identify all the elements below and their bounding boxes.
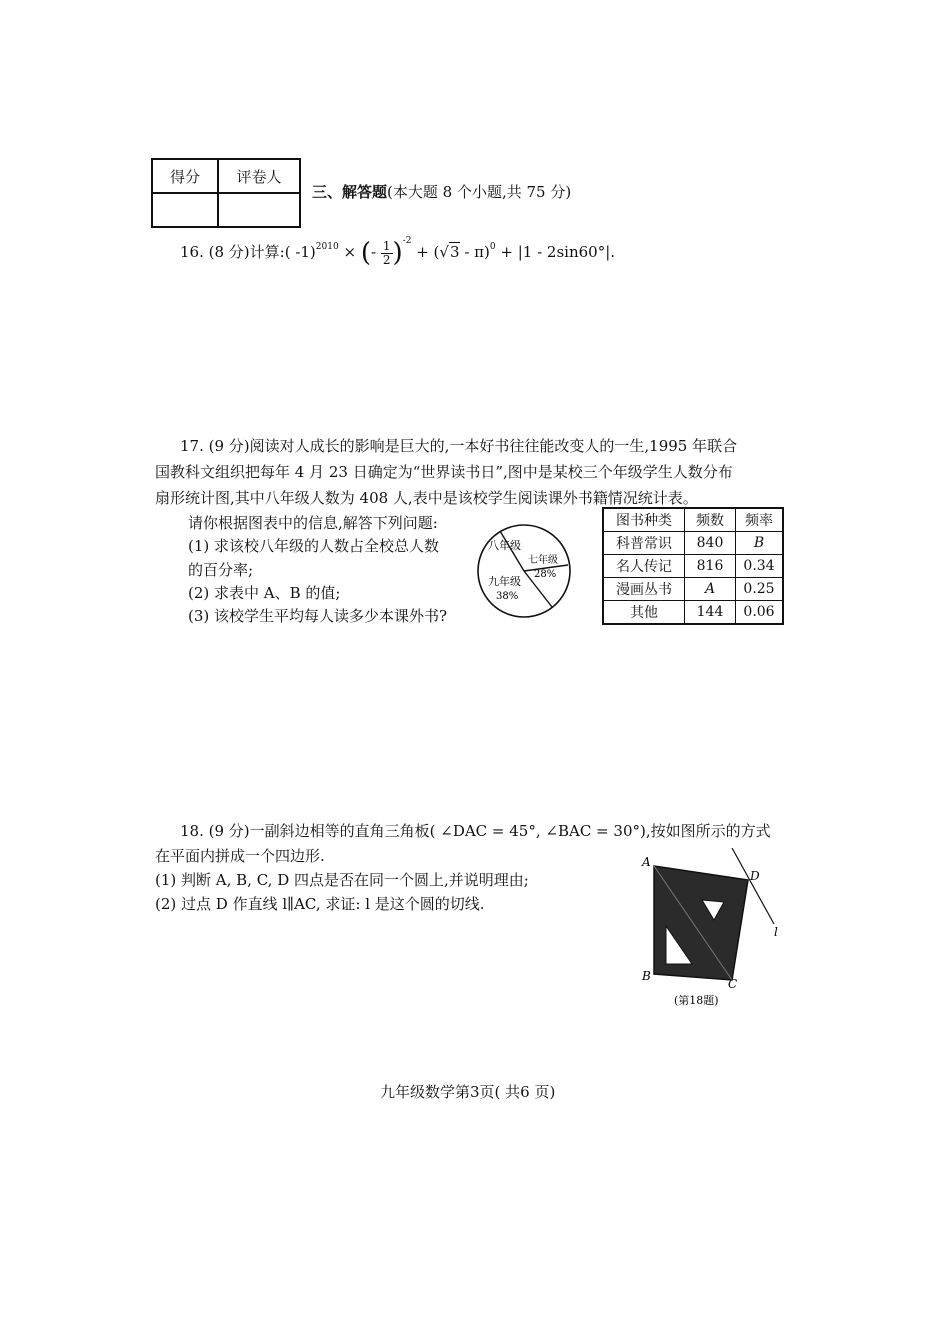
q16-term1: ( -1): [284, 243, 316, 261]
grade-pie-chart: [474, 519, 574, 619]
table-cell: A: [685, 578, 736, 601]
section-title: 三、解答题: [312, 183, 388, 201]
q17-line-3: 扇形统计图,其中八年级人数为 408 人,表中是该校学生阅读课外书籍情况统计表。: [155, 489, 698, 507]
q16-fraction: [381, 240, 393, 267]
page-footer: 九年级数学第3页( 共6 页): [380, 1083, 556, 1101]
q18-line-1: 18. (9 分)一副斜边相等的直角三角板( ∠DAC = 45°, ∠BAC = 30°),按如图所示的方式: [180, 822, 771, 840]
grader-header: 评卷人: [218, 159, 300, 193]
table-cell: 816: [685, 555, 736, 578]
pie-label-grade9: 九年级: [488, 575, 521, 588]
table-cell: 840: [685, 532, 736, 555]
table-cell: 144: [685, 601, 736, 625]
table-header: 频率: [736, 508, 784, 532]
triangle-figure: [636, 848, 786, 1018]
q16-prefix: 16. (8 分)计算:: [180, 243, 285, 261]
q16-sqrt-sym: √: [439, 243, 449, 261]
pie-label-grade7: 七年级: [528, 555, 558, 566]
q16-minus: -: [371, 243, 377, 261]
q17-line-1: 17. (9 分)阅读对人成长的影响是巨大的,一本好书往往能改变人的一生,1995 年联合: [180, 437, 738, 455]
section-note: (本大题 8 个小题,共 75 分): [387, 183, 572, 201]
label-c: C: [728, 977, 738, 991]
q17-line-2: 国教科文组织把每年 4 月 23 日确定为“世界读书日”,图中是某校三个年级学生人数分布: [155, 463, 733, 481]
q16-frac-den: 2: [382, 252, 391, 267]
q18-line-4: (2) 过点 D 作直线 l∥AC, 求证: l 是这个圆的切线.: [155, 895, 485, 913]
pie-label-grade8: 八年级: [488, 539, 521, 552]
table-header: 频数: [685, 508, 736, 532]
table-cell: 0.25: [736, 578, 784, 601]
q17-question-3: (2) 求表中 A、B 的值;: [188, 584, 341, 602]
q16-plus: + (: [416, 243, 440, 261]
score-box: [151, 158, 301, 228]
section-heading: [312, 180, 571, 204]
label-a: A: [642, 855, 651, 869]
table-header: 图书种类: [603, 508, 685, 532]
q17-question-1: (1) 求该校八年级的人数占全校总人数: [188, 537, 440, 555]
q16-frac-num: 1: [382, 238, 391, 253]
q16-sqrt-val: 3: [449, 243, 460, 261]
table-cell: 科普常识: [603, 532, 685, 555]
q16-exp3: 0: [489, 242, 496, 252]
q17-question-0: 请你根据图表中的信息,解答下列问题:: [188, 514, 438, 532]
figure-caption: (第18题): [674, 994, 719, 1007]
q18-line-2: 在平面内拼成一个四边形.: [155, 847, 325, 865]
table-cell: 0.34: [736, 555, 784, 578]
q16-times: ×: [343, 243, 357, 261]
grader-cell: [218, 193, 300, 227]
table-cell: B: [736, 532, 784, 555]
q16-term3: - π): [464, 243, 490, 261]
q16-exp1: 2010: [315, 242, 339, 252]
label-b: B: [642, 969, 651, 983]
table-cell: 漫画丛书: [603, 578, 685, 601]
table-cell: 名人传记: [603, 555, 685, 578]
q18-line-3: (1) 判断 A, B, C, D 四点是否在同一个圆上,并说明理由;: [155, 871, 529, 889]
label-l: l: [774, 925, 778, 939]
score-cell: [152, 193, 218, 227]
q17-question-2: 的百分率;: [188, 561, 254, 579]
table-row: [603, 601, 783, 625]
table-row: [603, 532, 783, 555]
score-header: 得分: [152, 159, 218, 193]
table-header-row: [603, 508, 783, 532]
table-cell: 0.06: [736, 601, 784, 625]
q16-exp2: -2: [402, 236, 412, 246]
pie-pct-grade9: 38%: [496, 591, 519, 602]
table-row: [603, 555, 783, 578]
pie-pct-grade7: 28%: [534, 569, 557, 580]
label-d: D: [750, 869, 760, 883]
question-16: 16. (8 分)计算:( -1)$^{2010}$ × (- $\frac{1}{2}$ )$^{-2}$ + (√3 - π)$^0$ + |1 - 2sin60°|.: [180, 236, 616, 268]
q17-question-4: (3) 该校学生平均每人读多少本课外书?: [188, 607, 448, 625]
reading-stats-table: [602, 507, 784, 625]
q16-term4: + |1 - 2sin60°|.: [500, 243, 616, 261]
table-row: [603, 578, 783, 601]
table-cell: 其他: [603, 601, 685, 625]
